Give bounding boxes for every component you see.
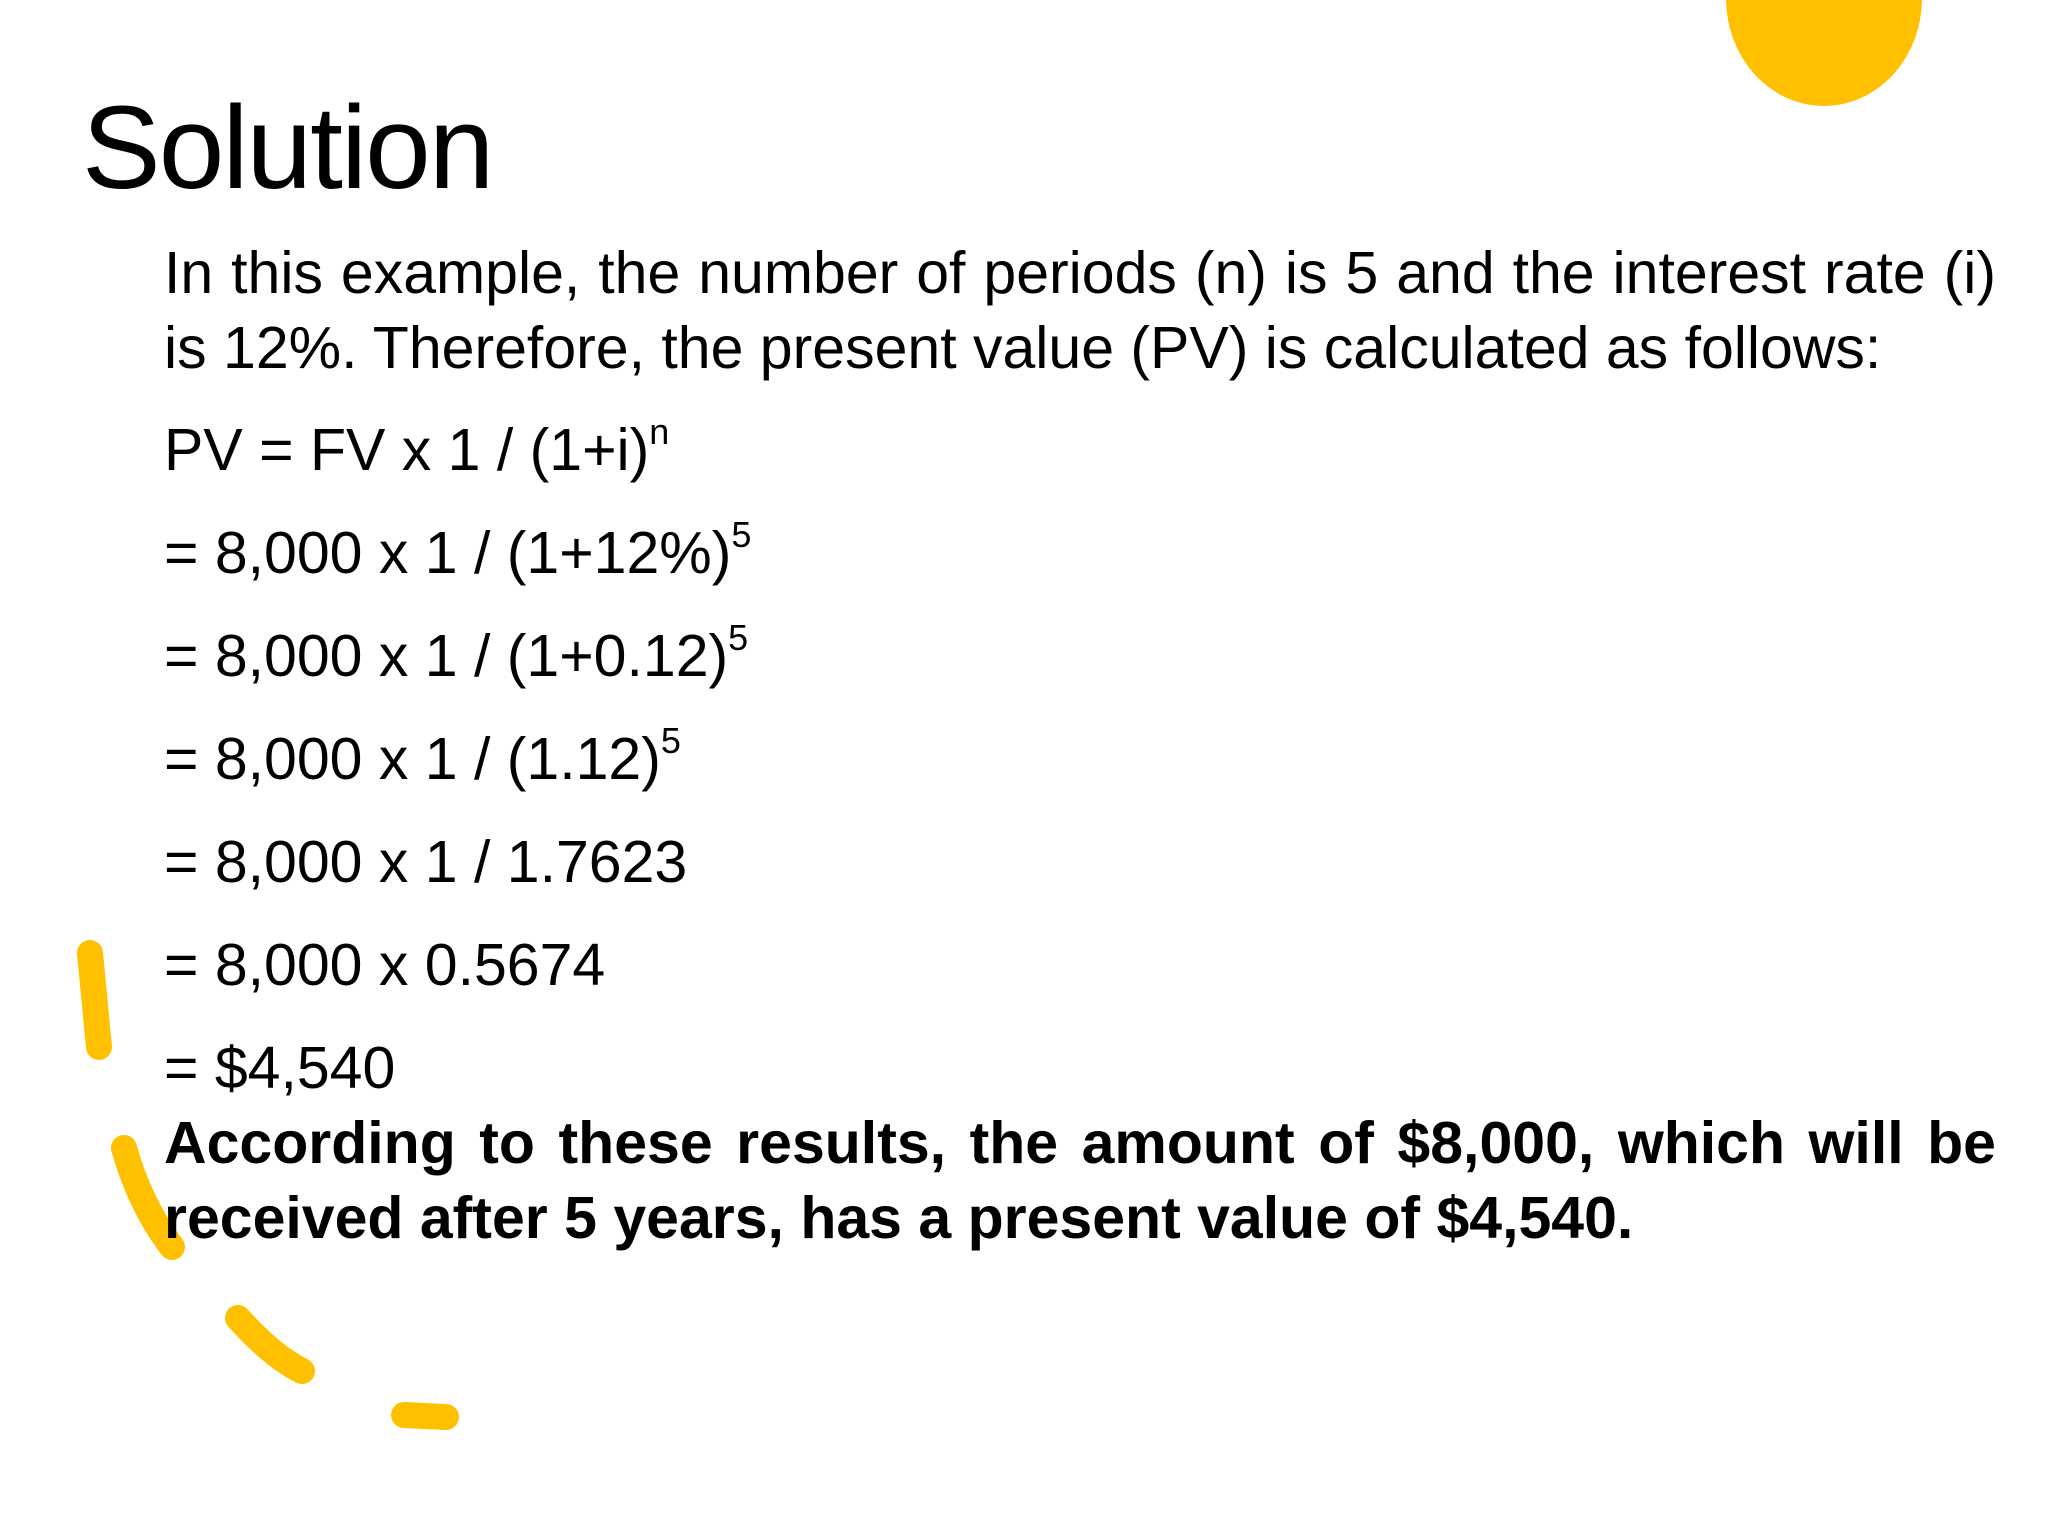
arc-dash-1 [90, 953, 99, 1047]
decorative-yellow-circle [1726, 0, 1922, 106]
formula-text: = 8,000 x 1 / (1+0.12) [164, 623, 729, 689]
formula-text: = $4,540 [164, 1035, 396, 1101]
formula-line [164, 811, 1996, 914]
formula-line [164, 399, 1996, 502]
formula-exponent: n [649, 411, 670, 453]
formula-line [164, 1017, 1996, 1120]
formula-text: = 8,000 x 1 / (1.12) [164, 726, 661, 792]
formula-text: = 8,000 x 0.5674 [164, 932, 606, 998]
arc-dash-3 [238, 1318, 302, 1371]
formula-text: = 8,000 x 1 / 1.7623 [164, 829, 688, 895]
formula-text: PV = FV x 1 / (1+i) [164, 417, 650, 483]
formula-line [164, 502, 1996, 605]
formula-exponent: 5 [728, 617, 749, 659]
formula-steps [164, 399, 1996, 1120]
arc-dash-4 [404, 1415, 446, 1417]
formula-line [164, 605, 1996, 708]
formula-exponent: 5 [660, 720, 681, 762]
formula-exponent: 5 [731, 514, 752, 556]
formula-line [164, 708, 1996, 811]
formula-line [164, 914, 1996, 1017]
slide-body [164, 236, 1996, 1256]
slide-title: Solution [82, 82, 493, 214]
formula-text: = 8,000 x 1 / (1+12%) [164, 520, 732, 586]
conclusion-paragraph: According to these results, the amount of $8,000, which will be received after 5 years, has a present value of $4,540. [164, 1110, 1996, 1251]
intro-paragraph: In this example, the number of periods (n) is 5 and the interest rate (i) is 12%. Therefore, the present value (PV) is calculated as follows: [164, 240, 1996, 381]
